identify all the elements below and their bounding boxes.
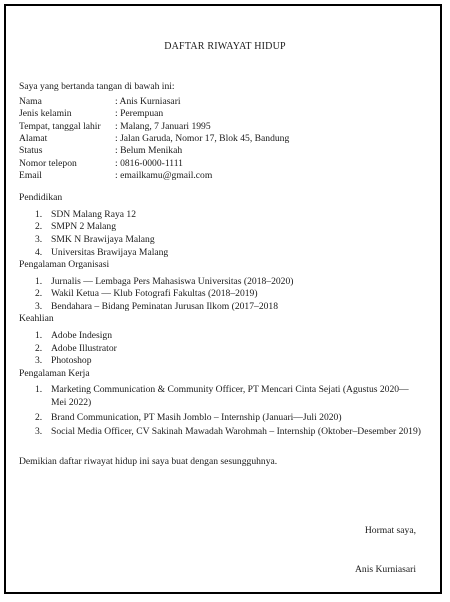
identity-value: : Jalan Garuda, Nomor 17, Blok 45, Bandung <box>115 132 290 144</box>
list-item <box>19 426 421 439</box>
identity-row <box>19 133 289 145</box>
list-item <box>19 330 421 343</box>
list-text: Adobe Illustrator <box>51 342 117 354</box>
list-text: Adobe Indesign <box>51 330 113 342</box>
organization-list <box>19 276 421 314</box>
list-number: 3. <box>35 300 43 312</box>
list-number: 3. <box>35 355 43 367</box>
identity-row <box>19 158 289 170</box>
identity-value: : Malang, 7 Januari 1995 <box>115 120 211 132</box>
list-number: 4. <box>35 246 43 258</box>
identity-row <box>19 108 289 120</box>
work-list <box>19 384 421 438</box>
list-text: Wakil Ketua — Klub Fotografi Fakultas (2018–2019) <box>51 288 258 300</box>
list-item <box>19 276 421 289</box>
work-heading: Pengalaman Kerja <box>19 367 90 379</box>
list-number: 3. <box>35 233 43 245</box>
list-text: SDN Malang Raya 12 <box>51 208 136 220</box>
list-number: 1. <box>35 330 43 342</box>
list-item <box>19 412 421 425</box>
list-item <box>19 301 421 314</box>
list-text: SMPN 2 Malang <box>51 221 117 233</box>
list-text: Social Media Officer, CV Sakinah Mawadah Warohmah – Internship (Oktober–Desember 2019) <box>51 426 421 438</box>
list-number: 1. <box>35 384 43 396</box>
list-text: Marketing Communication & Community Officer, PT Mencari Cinta Sejati (Agustus 2020—Mei 2022) <box>51 384 409 409</box>
list-number: 2. <box>35 221 43 233</box>
list-number: 2. <box>35 342 43 354</box>
identity-label: Status <box>19 145 43 157</box>
identity-value: : emailkamu@gmail.com <box>115 169 213 181</box>
list-item <box>19 384 421 409</box>
list-text: Bendahara – Bidang Peminatan Jurusan Ilkom (2017–2018 <box>51 300 279 312</box>
identity-row <box>19 96 289 108</box>
identity-row <box>19 145 289 157</box>
list-number: 1. <box>35 275 43 287</box>
skills-list <box>19 330 421 368</box>
document-title: DAFTAR RIWAYAT HIDUP <box>164 41 286 52</box>
identity-label: Nama <box>19 96 42 108</box>
identity-label: Tempat, tanggal lahir <box>19 120 101 132</box>
greeting: Hormat saya, <box>364 525 416 536</box>
identity-row <box>19 170 289 182</box>
list-text: SMK N Brawijaya Malang <box>51 233 155 245</box>
list-number: 1. <box>35 208 43 220</box>
list-item <box>19 355 421 368</box>
list-text: Jurnalis — Lembaga Pers Mahasiswa Universitas (2018–2020) <box>51 275 294 287</box>
identity-value: : Perempuan <box>115 108 164 120</box>
list-number: 3. <box>35 426 43 438</box>
list-text: Universitas Brawijaya Malang <box>51 246 169 258</box>
education-heading: Pendidikan <box>19 192 63 204</box>
list-item <box>19 234 421 247</box>
identity-table <box>19 96 289 182</box>
identity-row <box>19 121 289 133</box>
document-body <box>19 80 421 468</box>
list-number: 2. <box>35 411 43 423</box>
list-item <box>19 343 421 356</box>
spacer <box>19 182 421 192</box>
list-item <box>19 288 421 301</box>
list-text: Photoshop <box>51 355 92 367</box>
identity-label: Nomor telepon <box>19 157 77 169</box>
identity-label: Alamat <box>19 132 48 144</box>
list-item <box>19 209 421 222</box>
identity-value: : Belum Menikah <box>115 145 183 157</box>
identity-label: Email <box>19 169 42 181</box>
identity-value: : 0816-0000-1111 <box>115 157 183 169</box>
list-item <box>19 221 421 234</box>
intro-text: Saya yang bertanda tangan di bawah ini: <box>19 81 175 92</box>
organization-heading: Pengalaman Organisasi <box>19 259 110 271</box>
signer-name: Anis Kurniasari <box>354 564 416 575</box>
list-item <box>19 247 421 260</box>
list-number: 2. <box>35 288 43 300</box>
spacer <box>19 441 421 455</box>
closing-statement: Demikian daftar riwayat hidup ini saya buat dengan sesungguhnya. <box>19 455 278 467</box>
skills-heading: Keahlian <box>19 313 54 325</box>
education-list <box>19 209 421 259</box>
identity-label: Jenis kelamin <box>19 108 72 120</box>
identity-value: : Anis Kurniasari <box>115 96 181 108</box>
list-text: Brand Communication, PT Masih Jomblo – Internship (Januari—Juli 2020) <box>51 411 342 423</box>
